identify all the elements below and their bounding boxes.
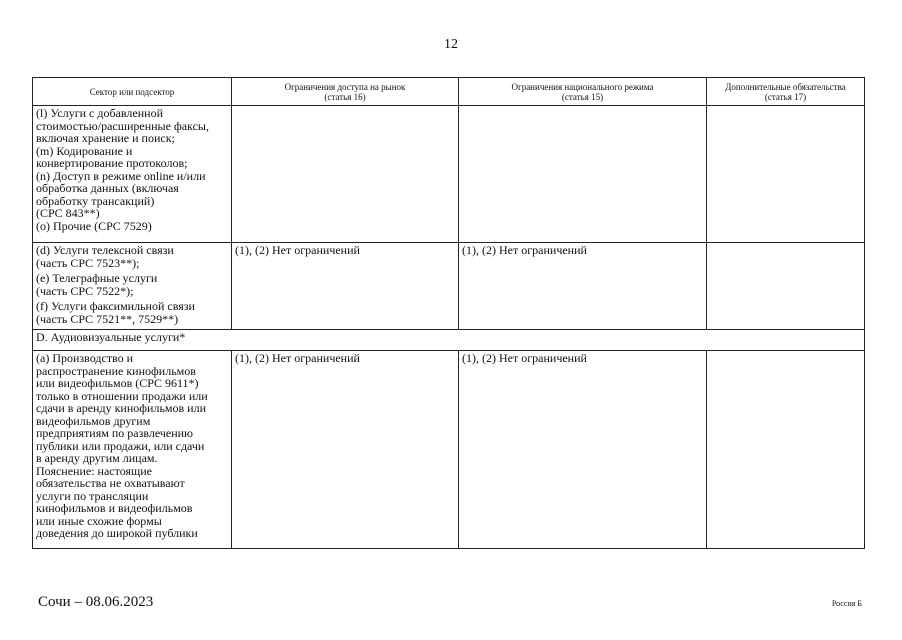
sector-text-telegraph: (e) Телеграфные услуги (часть CPC 7522*); <box>36 271 158 298</box>
table-row <box>33 351 865 549</box>
additional-cell <box>707 243 865 330</box>
section-heading: D. Аудиовизуальные услуги* <box>36 330 186 344</box>
additional-cell <box>707 351 865 549</box>
market-access-text: (1), (2) Нет ограничений <box>235 243 360 257</box>
national-treatment-cell <box>459 106 707 243</box>
section-heading-cell <box>33 330 865 351</box>
header-national-treatment-article: (статья 15) <box>561 91 604 102</box>
national-treatment-text: (1), (2) Нет ограничений <box>462 351 587 365</box>
sector-text-telex: (d) Услуги телексной связи (часть CPC 7523**); <box>36 243 174 270</box>
market-access-cell <box>232 243 459 330</box>
table-header-row <box>33 78 865 106</box>
header-market-access-article: (статья 16) <box>324 91 366 102</box>
header-sector-label: Сектор или подсектор <box>89 86 175 97</box>
sector-text: (l) Услуги с добавленной стоимостью/расширенные факсы, включая хранение и поиск; (m) Кодирование и конвертирование протоколов; (n) Доступ в режиме online и/или обработка данных (включая обработку трансакций) (CPC 843**) (o) Прочие (CPC 7529) <box>36 106 209 233</box>
header-national-treatment <box>459 78 707 106</box>
header-additional-article: (статья 17) <box>764 91 807 102</box>
commitments-table <box>32 77 865 549</box>
sector-cell <box>33 243 232 330</box>
market-access-cell <box>232 106 459 243</box>
sector-cell <box>33 351 232 549</box>
section-heading-row <box>33 330 865 351</box>
header-market-access-label: Ограничения доступа на рынок <box>284 81 406 92</box>
header-additional-label: Дополнительные обязательства <box>725 81 846 92</box>
table-row <box>33 243 865 330</box>
header-sector <box>33 78 232 106</box>
header-additional <box>707 78 865 106</box>
table-row <box>33 106 865 243</box>
header-market-access <box>232 78 459 106</box>
market-access-text: (1), (2) Нет ограничений <box>235 351 360 365</box>
sector-text: (a) Производство и распространение кинофильмов или видеофильмов (CPC 9611*) только в отношении продажи или сдачи в аренду кинофильмов или видеофильмов другим предприятиям по развлечению публики или продажи, или сдачи в аренду другим лицам. Пояснение: настоящие обязательства не охватывают услуги по трансляции кинофильмов и видеофильмов или иные схожие формы доведения до широкой публики <box>36 351 208 540</box>
footer-label: Россия Б <box>831 599 862 608</box>
page-number: 12 <box>444 37 458 52</box>
sector-cell <box>33 106 232 243</box>
sector-text-fax: (f) Услуги факсимильной связи (часть CPC 7521**, 7529**) <box>36 299 195 326</box>
market-access-cell <box>232 351 459 549</box>
footer-date: Сочи – 08.06.2023 <box>38 594 154 610</box>
header-national-treatment-label: Ограничения национального режима <box>511 81 654 92</box>
national-treatment-cell <box>459 243 707 330</box>
national-treatment-text: (1), (2) Нет ограничений <box>462 243 587 257</box>
additional-cell <box>707 106 865 243</box>
national-treatment-cell <box>459 351 707 549</box>
